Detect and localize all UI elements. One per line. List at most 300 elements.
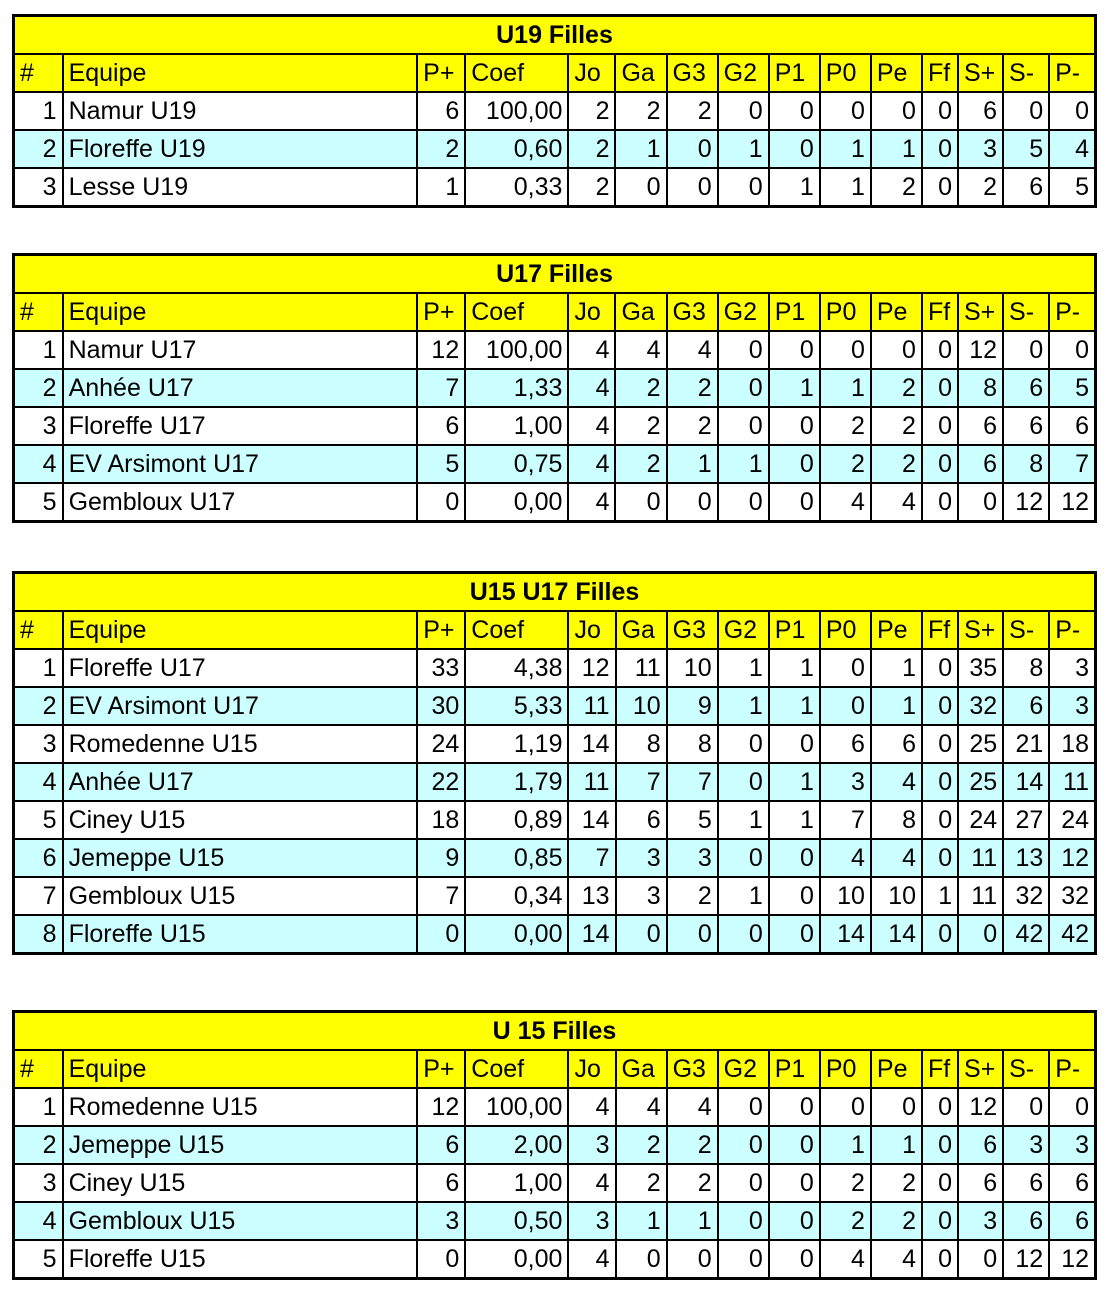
cell-rank: 3: [14, 407, 63, 445]
cell-lost-1: 1: [769, 801, 820, 839]
cell-sets-minus: 6: [1003, 407, 1049, 445]
cell-won-2: 0: [718, 725, 769, 763]
cell-rank: 7: [14, 877, 63, 915]
cell-forfeit: 0: [922, 168, 958, 207]
cell-won: 4: [616, 1088, 667, 1126]
cell-lost: 10: [871, 877, 922, 915]
cell-sets-minus: 6: [1003, 1164, 1049, 1202]
cell-forfeit: 0: [922, 331, 958, 369]
cell-forfeit: 0: [922, 407, 958, 445]
cell-rank: 1: [14, 649, 63, 687]
cell-lost-1: 0: [769, 1088, 820, 1126]
cell-lost: 4: [871, 763, 922, 801]
cell-points-minus: 12: [1049, 483, 1095, 522]
cell-lost-1: 1: [769, 687, 820, 725]
cell-forfeit: 0: [922, 915, 958, 954]
column-header-lost-1: P1: [769, 293, 820, 331]
cell-team: Gembloux U15: [63, 877, 418, 915]
cell-team: EV Arsimont U17: [63, 445, 418, 483]
cell-points-plus: 9: [417, 839, 465, 877]
cell-team: Lesse U19: [63, 168, 418, 207]
cell-forfeit: 0: [922, 649, 958, 687]
column-header-won-2: G2: [718, 54, 769, 92]
cell-team: Ciney U15: [63, 801, 418, 839]
cell-rank: 4: [14, 1202, 63, 1240]
cell-team: Gembloux U15: [63, 1202, 418, 1240]
cell-team: Jemeppe U15: [63, 1126, 418, 1164]
cell-coef: 0,00: [465, 483, 568, 522]
cell-coef: 1,33: [465, 369, 568, 407]
cell-points-plus: 3: [417, 1202, 465, 1240]
cell-won-3: 2: [667, 369, 718, 407]
column-header-lost-0: P0: [820, 611, 871, 649]
cell-sets-plus: 11: [958, 877, 1003, 915]
cell-lost-0: 2: [820, 1164, 871, 1202]
cell-won-3: 2: [667, 1126, 718, 1164]
cell-played: 7: [568, 839, 615, 877]
cell-points-minus: 0: [1049, 1088, 1095, 1126]
column-header-lost-1: P1: [769, 54, 820, 92]
cell-played: 4: [568, 445, 615, 483]
cell-sets-minus: 12: [1003, 1240, 1049, 1279]
cell-won: 7: [616, 763, 667, 801]
cell-won-3: 0: [667, 915, 718, 954]
cell-rank: 3: [14, 725, 63, 763]
cell-points-minus: 4: [1049, 130, 1095, 168]
cell-lost-0: 1: [820, 130, 871, 168]
cell-won-3: 8: [667, 725, 718, 763]
column-header-team: Equipe: [63, 1050, 418, 1088]
cell-won: 10: [616, 687, 667, 725]
cell-played: 12: [568, 649, 615, 687]
column-header-rank: #: [14, 611, 63, 649]
column-header-won-3: G3: [667, 293, 718, 331]
cell-coef: 0,00: [465, 915, 568, 954]
column-header-won-3: G3: [667, 611, 718, 649]
cell-won: 1: [616, 1202, 667, 1240]
cell-won: 2: [615, 369, 666, 407]
cell-lost: 2: [871, 445, 922, 483]
cell-lost-0: 0: [820, 687, 871, 725]
cell-team: Floreffe U19: [63, 130, 418, 168]
cell-sets-minus: 14: [1003, 763, 1049, 801]
cell-lost-0: 3: [820, 763, 871, 801]
cell-lost-0: 0: [820, 1088, 871, 1126]
standings-table-u15: [12, 1010, 1097, 1280]
column-header-row: [14, 611, 1096, 649]
cell-won-2: 0: [718, 1126, 769, 1164]
column-header-points-minus: P-: [1049, 1050, 1095, 1088]
cell-forfeit: 0: [922, 687, 958, 725]
cell-won: 2: [616, 1164, 667, 1202]
cell-points-minus: 24: [1049, 801, 1095, 839]
cell-won: 0: [616, 915, 667, 954]
table-row: [14, 1164, 1096, 1202]
cell-lost-1: 0: [769, 331, 820, 369]
cell-sets-minus: 8: [1003, 445, 1049, 483]
cell-sets-plus: 6: [958, 1126, 1003, 1164]
cell-lost-1: 0: [769, 1126, 820, 1164]
cell-team: Romedenne U15: [63, 725, 418, 763]
cell-forfeit: 0: [922, 801, 958, 839]
cell-points-minus: 6: [1049, 1164, 1095, 1202]
cell-team: Ciney U15: [63, 1164, 418, 1202]
cell-lost: 2: [871, 407, 922, 445]
cell-forfeit: 0: [922, 725, 958, 763]
cell-won-2: 1: [718, 130, 769, 168]
cell-lost-1: 0: [769, 915, 820, 954]
cell-points-minus: 32: [1049, 877, 1095, 915]
cell-sets-plus: 12: [958, 1088, 1003, 1126]
cell-won: 2: [615, 92, 666, 130]
table-row: [14, 1088, 1096, 1126]
cell-rank: 2: [14, 369, 63, 407]
cell-forfeit: 0: [922, 839, 958, 877]
table-row: [14, 168, 1096, 207]
cell-won-2: 0: [718, 839, 769, 877]
column-header-team: Equipe: [63, 54, 418, 92]
cell-won: 1: [615, 130, 666, 168]
cell-won-2: 1: [718, 877, 769, 915]
cell-team: Namur U19: [63, 92, 418, 130]
cell-points-plus: 6: [417, 407, 465, 445]
column-header-won: Ga: [615, 293, 666, 331]
cell-coef: 1,00: [465, 407, 568, 445]
cell-won-3: 0: [667, 483, 718, 522]
cell-forfeit: 0: [922, 92, 958, 130]
cell-lost: 4: [871, 839, 922, 877]
cell-coef: 0,50: [465, 1202, 568, 1240]
cell-lost-0: 1: [820, 168, 871, 207]
cell-lost-0: 1: [820, 1126, 871, 1164]
column-header-rank: #: [14, 293, 63, 331]
column-header-forfeit: Ff: [922, 293, 958, 331]
cell-points-minus: 18: [1049, 725, 1095, 763]
cell-lost-0: 10: [820, 877, 871, 915]
table-title-row: [14, 255, 1096, 294]
column-header-forfeit: Ff: [922, 1050, 958, 1088]
cell-forfeit: 0: [922, 1164, 958, 1202]
cell-won-3: 2: [667, 877, 718, 915]
cell-won-3: 0: [667, 1240, 718, 1279]
cell-sets-plus: 0: [958, 915, 1003, 954]
cell-played: 3: [568, 1126, 615, 1164]
cell-lost-1: 0: [769, 1202, 820, 1240]
cell-lost-1: 0: [769, 92, 820, 130]
cell-sets-minus: 13: [1003, 839, 1049, 877]
table-title: U15 U17 Filles: [14, 573, 1096, 612]
cell-won-3: 1: [667, 1202, 718, 1240]
cell-played: 11: [568, 763, 615, 801]
cell-coef: 1,79: [465, 763, 568, 801]
table-title: U 15 Filles: [14, 1012, 1096, 1051]
cell-points-minus: 3: [1049, 687, 1095, 725]
cell-rank: 2: [14, 1126, 63, 1164]
cell-points-minus: 0: [1049, 331, 1095, 369]
cell-played: 4: [568, 1164, 615, 1202]
cell-lost-0: 6: [820, 725, 871, 763]
table-title-row: [14, 573, 1096, 612]
cell-rank: 1: [14, 331, 63, 369]
cell-points-plus: 7: [417, 877, 465, 915]
cell-sets-plus: 6: [958, 92, 1003, 130]
cell-points-plus: 24: [417, 725, 465, 763]
column-header-sets-minus: S-: [1003, 54, 1049, 92]
cell-points-minus: 6: [1049, 407, 1095, 445]
cell-points-plus: 1: [417, 168, 465, 207]
cell-lost-1: 1: [769, 763, 820, 801]
cell-played: 13: [568, 877, 615, 915]
cell-points-plus: 5: [417, 445, 465, 483]
cell-rank: 3: [14, 168, 63, 207]
cell-points-minus: 12: [1049, 839, 1095, 877]
cell-won-3: 5: [667, 801, 718, 839]
column-header-team: Equipe: [63, 293, 418, 331]
cell-coef: 2,00: [465, 1126, 568, 1164]
cell-played: 11: [568, 687, 615, 725]
table-row: [14, 649, 1096, 687]
cell-won-2: 0: [718, 763, 769, 801]
cell-lost-0: 4: [820, 1240, 871, 1279]
table-row: [14, 369, 1096, 407]
cell-sets-plus: 35: [958, 649, 1003, 687]
cell-lost: 2: [871, 1164, 922, 1202]
cell-coef: 0,34: [465, 877, 568, 915]
cell-forfeit: 1: [922, 877, 958, 915]
table-row: [14, 1202, 1096, 1240]
table-row: [14, 839, 1096, 877]
column-header-sets-minus: S-: [1003, 293, 1049, 331]
column-header-won: Ga: [616, 1050, 667, 1088]
cell-lost: 0: [871, 1088, 922, 1126]
column-header-team: Equipe: [63, 611, 418, 649]
cell-played: 4: [568, 407, 615, 445]
cell-team: EV Arsimont U17: [63, 687, 418, 725]
cell-sets-plus: 3: [958, 130, 1003, 168]
cell-won: 2: [615, 445, 666, 483]
cell-won-2: 1: [718, 687, 769, 725]
cell-forfeit: 0: [922, 130, 958, 168]
cell-sets-plus: 8: [958, 369, 1003, 407]
cell-sets-minus: 32: [1003, 877, 1049, 915]
column-header-lost: Pe: [871, 611, 922, 649]
cell-sets-plus: 32: [958, 687, 1003, 725]
cell-coef: 0,75: [465, 445, 568, 483]
column-header-sets-plus: S+: [958, 1050, 1003, 1088]
cell-sets-minus: 6: [1003, 1202, 1049, 1240]
column-header-row: [14, 1050, 1096, 1088]
cell-won-3: 0: [667, 168, 718, 207]
cell-points-minus: 11: [1049, 763, 1095, 801]
cell-lost-1: 1: [769, 649, 820, 687]
cell-won-2: 0: [718, 1240, 769, 1279]
cell-lost: 1: [871, 649, 922, 687]
cell-sets-plus: 6: [958, 407, 1003, 445]
cell-lost-0: 4: [820, 839, 871, 877]
cell-rank: 5: [14, 801, 63, 839]
cell-sets-minus: 3: [1003, 1126, 1049, 1164]
column-header-won: Ga: [616, 611, 667, 649]
cell-points-plus: 18: [417, 801, 465, 839]
cell-coef: 4,38: [465, 649, 568, 687]
cell-won: 3: [616, 877, 667, 915]
cell-coef: 0,89: [465, 801, 568, 839]
column-header-lost-0: P0: [820, 54, 871, 92]
cell-won-3: 7: [667, 763, 718, 801]
cell-rank: 4: [14, 445, 63, 483]
cell-lost: 4: [871, 483, 922, 522]
cell-sets-plus: 0: [958, 1240, 1003, 1279]
cell-coef: 0,00: [465, 1240, 568, 1279]
cell-won-3: 2: [667, 1164, 718, 1202]
cell-points-minus: 3: [1049, 1126, 1095, 1164]
cell-coef: 5,33: [465, 687, 568, 725]
cell-coef: 100,00: [465, 1088, 568, 1126]
cell-played: 4: [568, 331, 615, 369]
cell-won: 2: [616, 1126, 667, 1164]
cell-played: 4: [568, 1240, 615, 1279]
cell-lost-0: 0: [820, 649, 871, 687]
cell-sets-plus: 11: [958, 839, 1003, 877]
cell-won: 2: [615, 407, 666, 445]
cell-sets-minus: 12: [1003, 483, 1049, 522]
cell-rank: 1: [14, 92, 63, 130]
cell-lost-1: 1: [769, 168, 820, 207]
column-header-sets-plus: S+: [958, 54, 1003, 92]
cell-won-3: 3: [667, 839, 718, 877]
cell-rank: 2: [14, 130, 63, 168]
cell-forfeit: 0: [922, 483, 958, 522]
cell-sets-minus: 27: [1003, 801, 1049, 839]
cell-played: 14: [568, 915, 615, 954]
table-title: U17 Filles: [14, 255, 1096, 294]
column-header-won-2: G2: [718, 611, 769, 649]
cell-won: 11: [616, 649, 667, 687]
cell-sets-minus: 6: [1003, 168, 1049, 207]
column-header-coef: Coef: [465, 1050, 568, 1088]
cell-forfeit: 0: [922, 445, 958, 483]
cell-team: Floreffe U17: [63, 407, 418, 445]
cell-rank: 4: [14, 763, 63, 801]
cell-forfeit: 0: [922, 369, 958, 407]
cell-points-plus: 6: [417, 1126, 465, 1164]
cell-points-plus: 22: [417, 763, 465, 801]
cell-won: 4: [615, 331, 666, 369]
cell-lost: 2: [871, 1202, 922, 1240]
cell-team: Gembloux U17: [63, 483, 418, 522]
cell-played: 2: [568, 168, 615, 207]
column-header-points-plus: P+: [417, 611, 465, 649]
table-row: [14, 725, 1096, 763]
cell-played: 4: [568, 1088, 615, 1126]
cell-lost: 0: [871, 331, 922, 369]
standings-table-u19: [12, 14, 1097, 208]
column-header-won: Ga: [615, 54, 666, 92]
cell-won-2: 0: [718, 915, 769, 954]
cell-lost-0: 14: [820, 915, 871, 954]
cell-won: 0: [616, 1240, 667, 1279]
cell-won-3: 1: [667, 445, 718, 483]
column-header-rank: #: [14, 54, 63, 92]
column-header-row: [14, 293, 1096, 331]
table-title: U19 Filles: [14, 16, 1096, 55]
cell-won-2: 0: [718, 1088, 769, 1126]
cell-points-minus: 0: [1049, 92, 1095, 130]
cell-won-2: 1: [718, 801, 769, 839]
cell-lost: 6: [871, 725, 922, 763]
cell-team: Romedenne U15: [63, 1088, 418, 1126]
cell-won-2: 0: [718, 1164, 769, 1202]
table-row: [14, 331, 1096, 369]
cell-won-3: 4: [667, 331, 718, 369]
column-header-won-2: G2: [718, 293, 769, 331]
cell-coef: 0,85: [465, 839, 568, 877]
cell-won: 0: [615, 168, 666, 207]
cell-won-3: 0: [667, 130, 718, 168]
cell-rank: 6: [14, 839, 63, 877]
cell-points-plus: 0: [417, 915, 465, 954]
cell-lost: 0: [871, 92, 922, 130]
cell-won-3: 2: [667, 92, 718, 130]
cell-sets-minus: 42: [1003, 915, 1049, 954]
cell-points-minus: 5: [1049, 168, 1095, 207]
cell-rank: 3: [14, 1164, 63, 1202]
cell-lost: 1: [871, 687, 922, 725]
cell-lost-1: 0: [769, 1164, 820, 1202]
cell-sets-minus: 21: [1003, 725, 1049, 763]
cell-won-2: 0: [718, 92, 769, 130]
cell-lost-0: 0: [820, 92, 871, 130]
table-row: [14, 1240, 1096, 1279]
cell-won-3: 9: [667, 687, 718, 725]
cell-played: 3: [568, 1202, 615, 1240]
cell-sets-plus: 24: [958, 801, 1003, 839]
column-header-played: Jo: [568, 54, 615, 92]
cell-lost-1: 0: [769, 130, 820, 168]
cell-points-minus: 7: [1049, 445, 1095, 483]
column-header-coef: Coef: [465, 54, 568, 92]
cell-won: 6: [616, 801, 667, 839]
cell-team: Anhée U17: [63, 763, 418, 801]
cell-lost-1: 0: [769, 1240, 820, 1279]
table-row: [14, 1126, 1096, 1164]
cell-sets-plus: 25: [958, 763, 1003, 801]
column-header-coef: Coef: [465, 293, 568, 331]
cell-won-2: 0: [718, 407, 769, 445]
cell-lost: 1: [871, 130, 922, 168]
cell-sets-minus: 0: [1003, 92, 1049, 130]
cell-lost: 4: [871, 1240, 922, 1279]
cell-lost-0: 7: [820, 801, 871, 839]
cell-lost: 2: [871, 369, 922, 407]
column-header-points-plus: P+: [417, 293, 465, 331]
column-header-sets-minus: S-: [1003, 1050, 1049, 1088]
cell-won-2: 0: [718, 369, 769, 407]
column-header-coef: Coef: [465, 611, 568, 649]
cell-points-minus: 5: [1049, 369, 1095, 407]
table-title-row: [14, 16, 1096, 55]
column-header-lost-0: P0: [820, 293, 871, 331]
cell-lost-1: 0: [769, 483, 820, 522]
cell-lost: 8: [871, 801, 922, 839]
cell-won-3: 4: [667, 1088, 718, 1126]
cell-coef: 0,60: [465, 130, 568, 168]
cell-won: 8: [616, 725, 667, 763]
column-header-lost: Pe: [871, 1050, 922, 1088]
column-header-forfeit: Ff: [922, 611, 958, 649]
cell-sets-minus: 0: [1003, 1088, 1049, 1126]
column-header-points-minus: P-: [1049, 54, 1095, 92]
